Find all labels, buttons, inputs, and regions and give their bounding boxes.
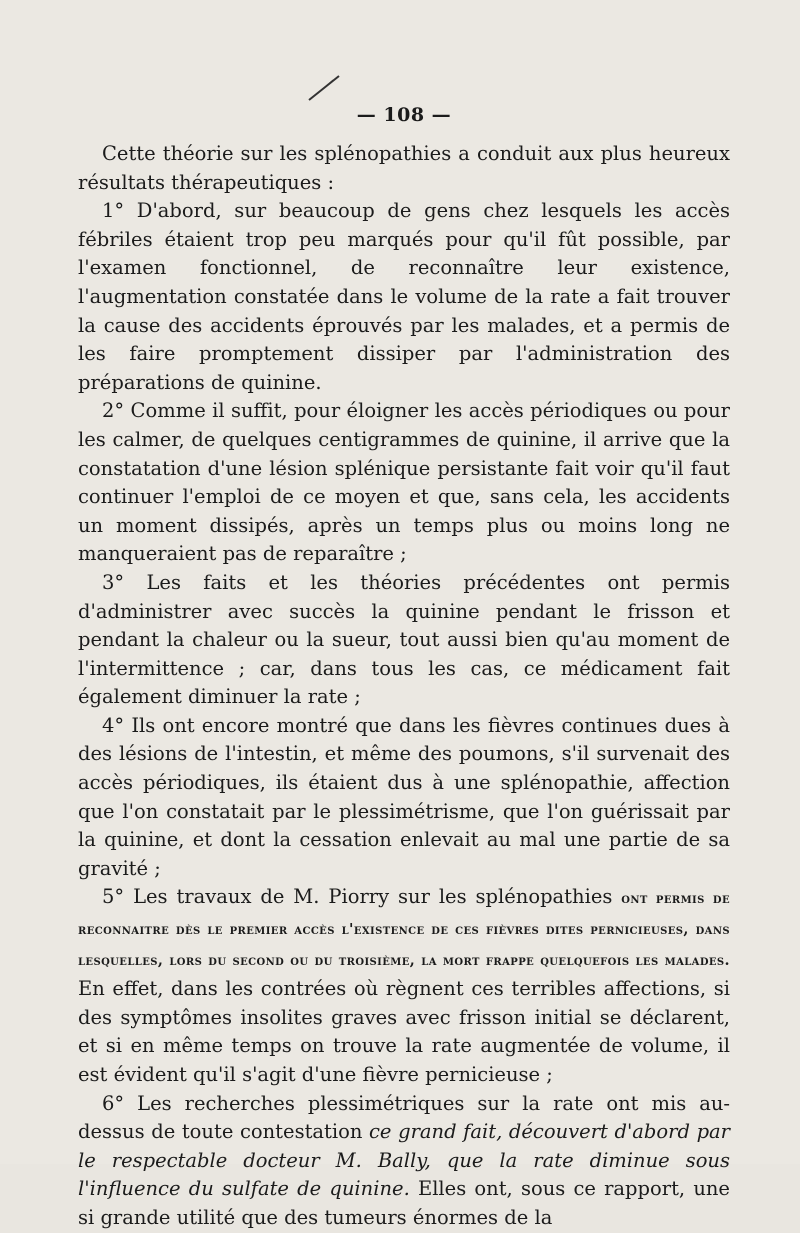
paragraph-5-lead: 5° Les travaux de M. Piorry sur les splénopathies [102,885,622,909]
paragraph-6-lead: 6° Les recherches plessimétriques sur la rate ont mis au-dessus de toute contestation [78,1091,730,1144]
paragraph-5-smallcaps: ont permis de reconnaitre dès le premier accès l'existence de ces fièvres dites pernicieuses, dans lesquelles, lors du second ou du troisième, la mort frappe quelquefois les malades. [78,890,731,969]
paragraph-4: 4° Ils ont encore montré que dans les fièvres continues dues à des lésions de l'intestin, et même des poumons, s'il survenait des accès périodiques, ils étaient dus à une splénopathie, affection que l'on constatait par le plessimétrisme, que l'on guérissait par la quinine, et dont la cessation enlevait au mal une partie de sa gravité ; [78,713,730,880]
paragraph-2: 2° Comme il suffit, pour éloigner les accès périodiques ou pour les calmer, de quelques centigrammes de quinine, il arrive que la constatation d'une lésion splénique persistante fait voir qu'il faut continuer l'emploi de ce moyen et que, sans cela, les accidents un moment dissipés, après un temps plus ou moins long ne manqueraient pas de reparaître ; [78,399,730,566]
pencil-mark-icon [307,74,341,102]
paragraph-6-rest: Elles ont, sous ce rapport, une si grande utilité que des tumeurs énormes de la [78,1177,730,1229]
paragraph-1: 1° D'abord, sur beaucoup de gens chez lesquels les accès fébriles étaient trop peu marqués pour qu'il fût possible, par l'examen fonctionnel, de reconnaître leur existence, l'augmentation constatée dans le volume de la rate a fait trouver la cause des accidents éprouvés par les malades, et a permis de les faire promptement dissiper par l'administration des préparations de quinine. [78,199,730,394]
paragraph-5-rest: En effet, dans les contrées où règnent ces terribles affections, si des symptômes insolites graves avec frisson initial se déclarent, et si en même temps on trouve la rate augmentée de volume, il est évident qu'il s'agit d'une fièvre pernicieuse ; [78,977,730,1086]
paragraph-6-italic: ce grand fait, découvert d'abord par le respectable docteur M. Bally, que la rate diminue sous l'influence du sulfate de quinine. [78,1120,730,1201]
paragraph-intro: Cette théorie sur les splénopathies a conduit aux plus heureux résultats thérapeutiques : [78,142,730,194]
page-number: — 108 — [356,104,452,126]
paragraph-6 [78,1090,730,1233]
paragraph-3: 3° Les faits et les théories précédentes ont permis d'administrer avec succès la quinine pendant le frisson et pendant la chaleur ou la sueur, tout aussi bien qu'au moment de l'intermittence ; car, dans tous les cas, ce médicament fait également diminuer la rate ; [78,570,730,709]
paragraph-5 [78,883,730,1089]
